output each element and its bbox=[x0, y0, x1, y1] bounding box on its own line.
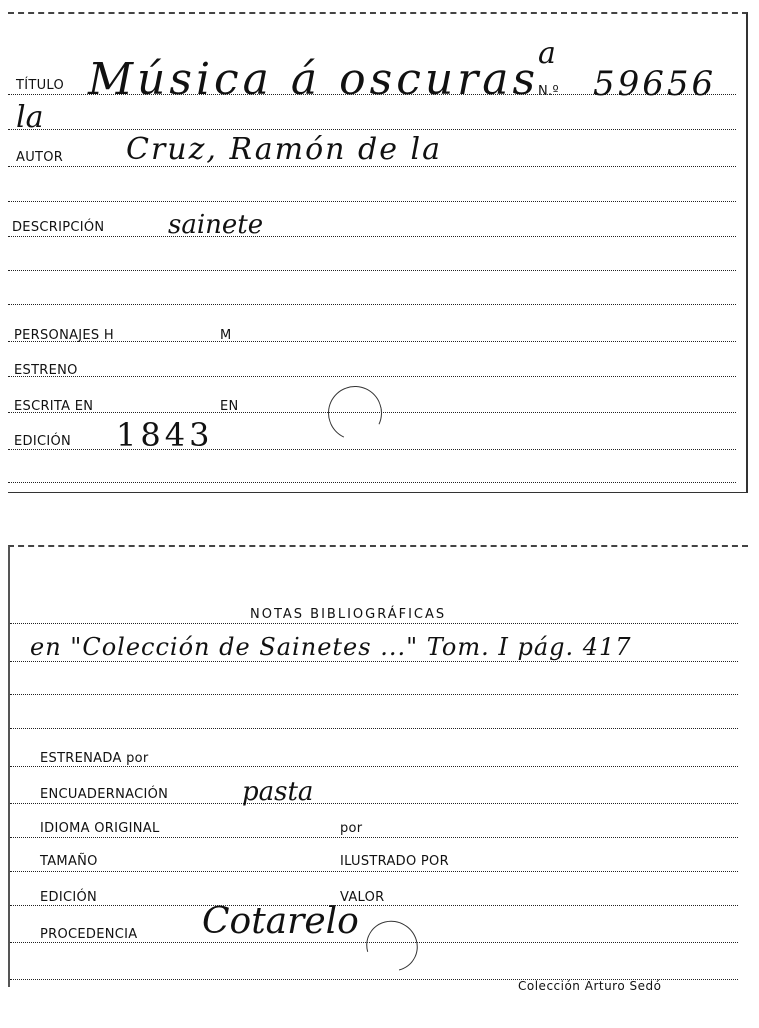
notes-line: en "Colección de Sainetes ..." Tom. I pág. 417 bbox=[30, 633, 632, 661]
rule bbox=[8, 129, 736, 130]
characters-label-m: M bbox=[220, 328, 232, 343]
rule bbox=[10, 803, 738, 804]
provenance-label: PROCEDENCIA bbox=[40, 927, 138, 942]
description-label: DESCRIPCIÓN bbox=[12, 220, 105, 235]
rule bbox=[8, 201, 736, 202]
characters-label-h: PERSONAJES H bbox=[14, 328, 114, 343]
notes-heading: NOTAS BIBLIOGRÁFICAS bbox=[250, 607, 447, 622]
illustrated-label: ILUSTRADO POR bbox=[340, 854, 449, 869]
written-in-label: EN bbox=[220, 399, 239, 414]
rule bbox=[8, 236, 736, 237]
provenance-value: Cotarelo bbox=[202, 901, 359, 942]
written-label: ESCRITA EN bbox=[14, 399, 94, 414]
rule bbox=[10, 871, 738, 872]
number-value: 59656 bbox=[593, 64, 717, 104]
rule bbox=[10, 728, 738, 729]
collection-footer: Colección Arturo Sedó bbox=[518, 979, 662, 993]
edition-label-back: EDICIÓN bbox=[40, 890, 98, 905]
rule bbox=[8, 304, 736, 305]
author-label: AUTOR bbox=[16, 150, 64, 165]
description-value: sainete bbox=[168, 210, 264, 240]
title-value: Música á oscuras bbox=[88, 54, 540, 105]
language-por-label: por bbox=[340, 821, 363, 836]
circular-stamp bbox=[320, 378, 389, 447]
binding-label: ENCUADERNACIÓN bbox=[40, 787, 169, 802]
author-value: Cruz, Ramón de la bbox=[126, 132, 442, 167]
size-label: TAMAÑO bbox=[40, 854, 98, 869]
front-card bbox=[8, 12, 748, 493]
rule bbox=[10, 694, 738, 695]
rule bbox=[10, 623, 738, 624]
premiere-label: ESTRENO bbox=[14, 363, 78, 378]
rule bbox=[8, 270, 736, 271]
title-superscript: a bbox=[538, 36, 556, 71]
number-label: N.º bbox=[538, 84, 559, 99]
rule bbox=[8, 376, 736, 377]
value-label: VALOR bbox=[340, 890, 385, 905]
language-label: IDIOMA ORIGINAL bbox=[40, 821, 160, 836]
rule bbox=[10, 661, 738, 662]
rule bbox=[10, 837, 738, 838]
title-label: TÍTULO bbox=[16, 78, 65, 93]
edition-label: EDICIÓN bbox=[14, 434, 72, 449]
premiered-by-label: ESTRENADA por bbox=[40, 751, 149, 766]
edition-value: 1843 bbox=[116, 416, 214, 454]
rule bbox=[10, 905, 738, 906]
rule bbox=[8, 482, 736, 483]
rule bbox=[8, 341, 736, 342]
title-continuation: la bbox=[16, 100, 44, 135]
back-card bbox=[8, 545, 748, 993]
circular-stamp bbox=[357, 911, 427, 980]
rule bbox=[10, 766, 738, 767]
binding-value: pasta bbox=[242, 777, 314, 807]
